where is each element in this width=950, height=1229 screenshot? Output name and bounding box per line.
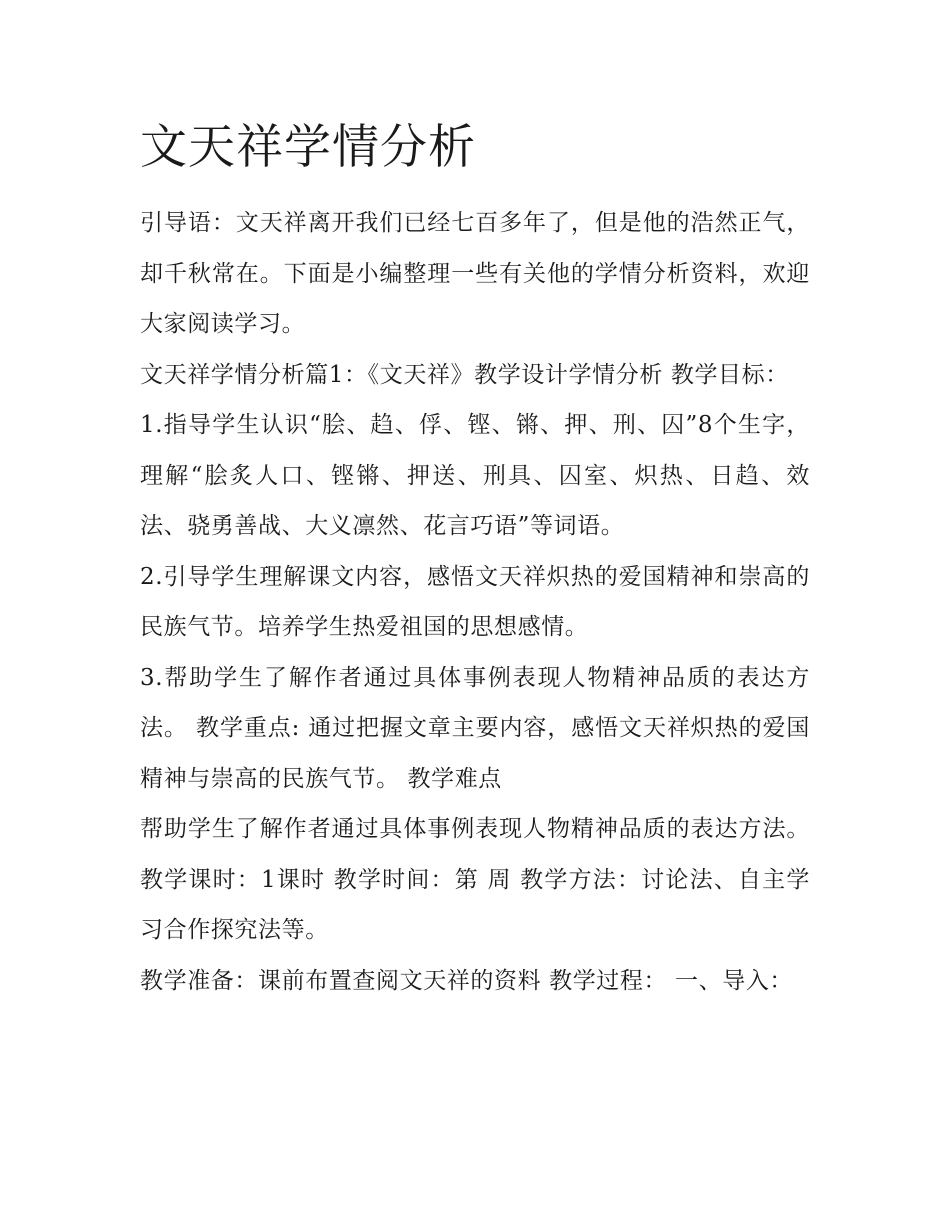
difficulty-paragraph: 帮助学生了解作者通过具体事例表现人物精神品质的表达方法。 教学课时：1课时 教学时间：第 周 教学方法：讨论法、自主学习合作探究法等。 <box>140 816 810 943</box>
document-body <box>140 198 810 1006</box>
intro-paragraph: 引导语：文天祥离开我们已经七百多年了，但是他的浩然正气，却千秋常在。下面是小编整理一些有关他的学情分析资料，欢迎大家阅读学习。 <box>140 210 810 337</box>
objective-2-paragraph: 2.引导学生理解课文内容，感悟文天祥炽热的爱国精神和崇高的民族气节。培养学生热爱祖国的思想感情。 <box>140 563 810 640</box>
preparation-paragraph: 教学准备：课前布置查阅文天祥的资料 教学过程： 一、导入： <box>140 967 794 994</box>
objective-1-paragraph: 1.指导学生认识“脍、趋、俘、铿、锵、押、刑、囚”8个生字，理解“脍炙人口、铿锵、押送、刑具、囚室、炽热、日趋、效法、骁勇善战、大义凛然、花言巧语”等词语。 <box>140 412 810 539</box>
document-title: 文天祥学情分析 <box>140 120 476 175</box>
objective-3-paragraph: 3.帮助学生了解作者通过具体事例表现人物精神品质的表达方法。 教学重点: 通过把握文章主要内容，感悟文天祥炽热的爱国精神与崇高的民族气节。 教学难点 <box>140 664 810 792</box>
section-heading-paragraph: 文天祥学情分析篇1：《文天祥》教学设计学情分析 教学目标： <box>140 361 789 388</box>
